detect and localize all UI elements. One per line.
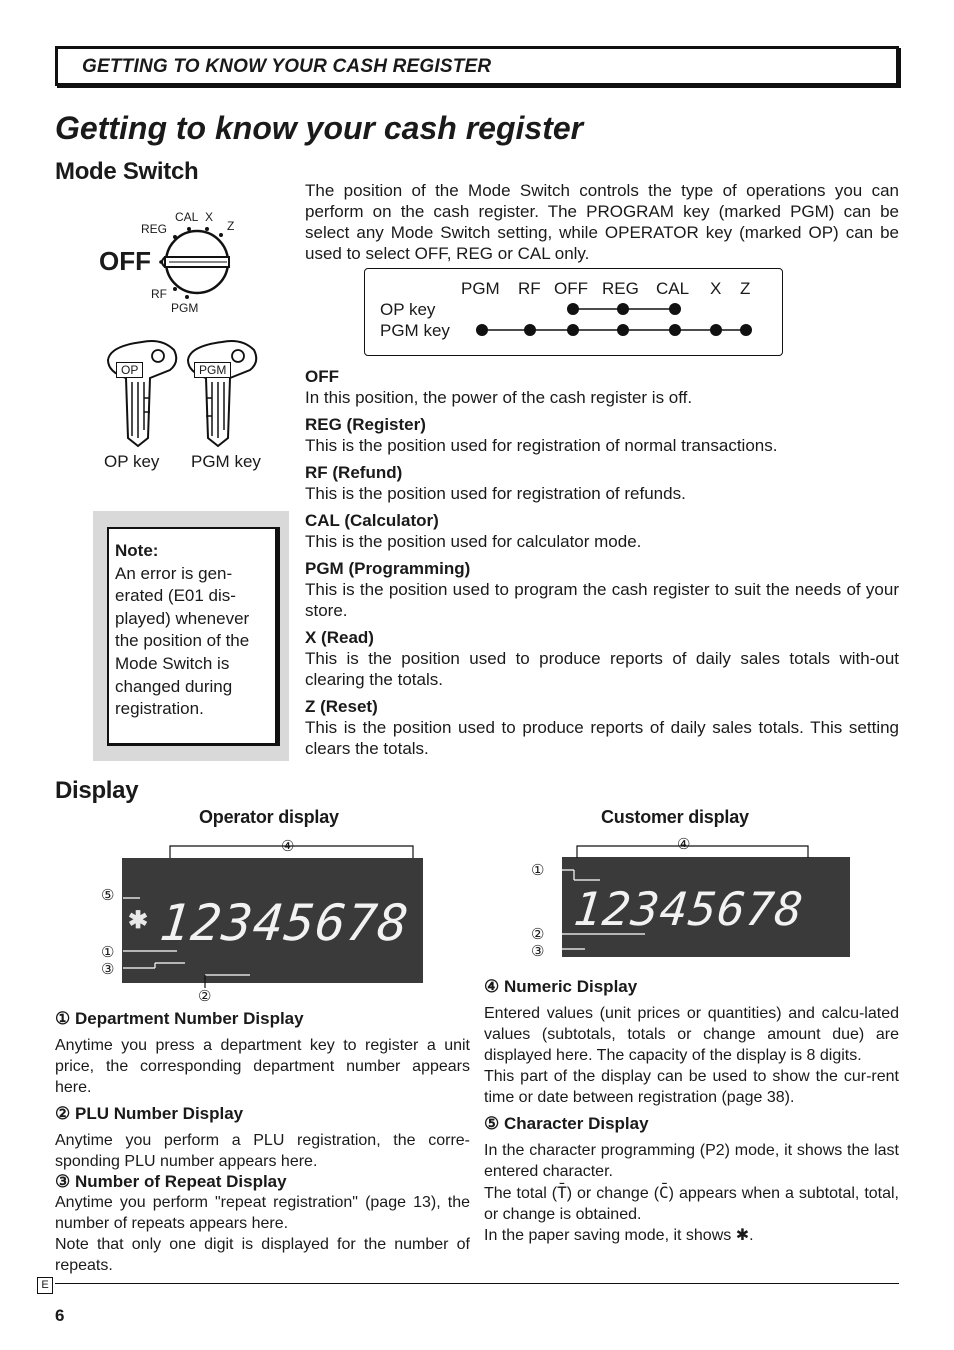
table-col-off: OFF (554, 279, 588, 298)
note-title: Note: (115, 541, 159, 560)
page-title: Getting to know your cash register (55, 110, 584, 146)
customer-numeric-digits: 12345678 (571, 882, 807, 936)
def-text-x: This is the position used to produce reports of daily sales totals with-out clearing the totals. (305, 649, 899, 689)
operator-marker-3: ③ (101, 961, 115, 978)
operator-marker-5: ⑤ (101, 887, 115, 904)
def-text-pgm: This is the position used to program the cash register to suit the needs of your store. (305, 580, 899, 620)
customer-display-title: Customer display (601, 807, 749, 827)
def-term-x: X (Read) (305, 628, 374, 647)
key-position-table (364, 268, 783, 356)
table-dot-lines (365, 269, 782, 355)
paper-saving-text-end: . (749, 1227, 754, 1244)
change-symbol-icon: C̄ (659, 1183, 669, 1202)
display-descriptions-right (484, 977, 899, 1246)
item-text3-character-display (484, 1225, 899, 1246)
op-key-caption: OP key (104, 452, 160, 471)
item-num-4: ④ (484, 977, 500, 996)
customer-callout-lines (530, 838, 830, 963)
operator-marker-2: ② (198, 988, 212, 1005)
dial-label-reg: REG (141, 222, 168, 236)
item-text-character-display: In the character programming (P2) mode, it shows the last entered character. (484, 1142, 899, 1180)
def-term-reg: REG (Register) (305, 415, 426, 434)
operator-numeric-digits: 12345678 (156, 894, 412, 952)
operator-marker-1: ① (101, 944, 115, 961)
item-num-3: ③ (55, 1172, 71, 1191)
op-key-tag: OP (116, 362, 143, 378)
item-text2-repeat-number: Note that only one digit is displayed for the number of repeats. (55, 1236, 470, 1274)
customer-marker-4: ④ (677, 836, 691, 853)
item-text2-character-display (484, 1182, 899, 1225)
item-text-repeat-number: Anytime you perform "repeat registration" (page 13), the number of repeats appears here. (55, 1194, 470, 1232)
item-num-1: ① (55, 1009, 71, 1028)
dial-label-off: OFF (99, 246, 151, 276)
op-key-icon (108, 341, 176, 446)
def-text-z: This is the position used to produce reports of daily sales totals. This setting clears the totals. (305, 718, 899, 758)
paper-saving-symbol-icon: ✱ (735, 1227, 750, 1244)
customer-marker-3: ③ (531, 943, 545, 960)
item-title-4: Numeric Display (503, 977, 638, 996)
pgm-key-icon (188, 341, 256, 446)
item-heading-department-number (55, 1009, 470, 1029)
def-term-cal: CAL (Calculator) (305, 511, 439, 530)
def-text-rf: This is the position used for registration of refunds. (305, 484, 686, 503)
def-term-rf: RF (Refund) (305, 463, 403, 482)
item-text-numeric-display: Entered values (unit prices or quantities) and calcu-lated values (subtotals, totals or change amount due) are displayed here. The capacity of the display is 8 digits. (484, 1005, 899, 1064)
page-number: 6 (55, 1306, 65, 1325)
table-col-reg: REG (602, 279, 639, 298)
item-text-plu-number: Anytime you perform a PLU registration, the corre-sponding PLU number appears here. (55, 1132, 470, 1170)
table-row-op-key: OP key (380, 300, 436, 319)
table-col-pgm: PGM (461, 279, 500, 298)
section-header-label: GETTING TO KNOW YOUR CASH REGISTER (82, 56, 492, 77)
paper-saving-text: In the paper saving mode, it shows (484, 1227, 736, 1244)
item-heading-numeric-display (484, 977, 899, 997)
pgm-key-caption: PGM key (191, 452, 261, 471)
keys-illustration (104, 338, 266, 448)
footer-rule (55, 1283, 899, 1284)
pgm-key-tag: PGM (194, 362, 231, 378)
section-header-bar (55, 46, 899, 86)
total-change-text-a: The total ( (484, 1185, 558, 1202)
def-term-z: Z (Reset) (305, 697, 378, 716)
item-num-5: ⑤ (484, 1114, 500, 1133)
dial-label-x: X (205, 210, 214, 224)
def-text-off: In this position, the power of the cash register is off. (305, 388, 693, 407)
customer-marker-1: ① (531, 862, 545, 879)
total-change-text-b: ) or change ( (566, 1185, 660, 1202)
display-descriptions-left (55, 1009, 470, 1276)
table-col-rf: RF (518, 279, 541, 298)
item-heading-repeat-number (55, 1172, 470, 1192)
note-text: An error is gen-erated (E01 dis-played) whenever the position of the Mode Switch is changed during registration. (115, 563, 250, 719)
table-col-z: Z (740, 279, 751, 298)
total-symbol-icon: T̄ (557, 1183, 567, 1202)
language-box: E (37, 1277, 53, 1294)
table-col-cal: CAL (656, 279, 690, 298)
item-text2-numeric-display: This part of the display can be used to show the cur-rent time or date between registration (page 38). (484, 1068, 899, 1106)
dial-label-z: Z (227, 219, 235, 233)
item-title-1: Department Number Display (74, 1009, 304, 1028)
dial-label-rf: RF (151, 287, 167, 301)
item-title-5: Character Display (503, 1114, 649, 1133)
table-col-x: X (710, 279, 722, 298)
operator-callout-lines (95, 838, 425, 1003)
note-content (115, 540, 271, 721)
dial-label-pgm: PGM (171, 301, 199, 315)
item-title-2: PLU Number Display (74, 1104, 244, 1123)
def-term-pgm: PGM (Programming) (305, 559, 471, 578)
asterisk-character-icon: ✱ (128, 907, 149, 934)
item-num-2: ② (55, 1104, 71, 1123)
operator-marker-4: ④ (281, 838, 295, 855)
item-heading-character-display (484, 1114, 899, 1134)
item-text-department-number: Anytime you press a department key to register a unit price, the corresponding department number appears here. (55, 1037, 470, 1096)
mode-switch-intro: The position of the Mode Switch controls the type of operations you can perform on the cash register. The PROGRAM key (marked PGM) can be select any Mode Switch setting, while OPERATOR key (marked OP) can be used to select OFF, REG or CAL only. (305, 181, 899, 263)
customer-marker-2: ② (531, 926, 545, 943)
mode-definitions (305, 367, 899, 759)
total-change-text-c: ) appears when a subtotal, total, or change is obtained. (484, 1185, 900, 1223)
operator-display-title: Operator display (199, 807, 339, 827)
mode-switch-heading: Mode Switch (55, 158, 199, 185)
item-title-3: Number of Repeat Display (74, 1172, 287, 1191)
def-text-reg: This is the position used for registration of normal transactions. (305, 436, 778, 455)
def-text-cal: This is the position used for calculator mode. (305, 532, 642, 551)
display-heading: Display (55, 777, 139, 804)
table-row-pgm-key: PGM key (380, 321, 450, 340)
dial-label-cal: CAL (175, 210, 199, 224)
def-term-off: OFF (305, 367, 339, 386)
item-heading-plu-number (55, 1104, 470, 1124)
